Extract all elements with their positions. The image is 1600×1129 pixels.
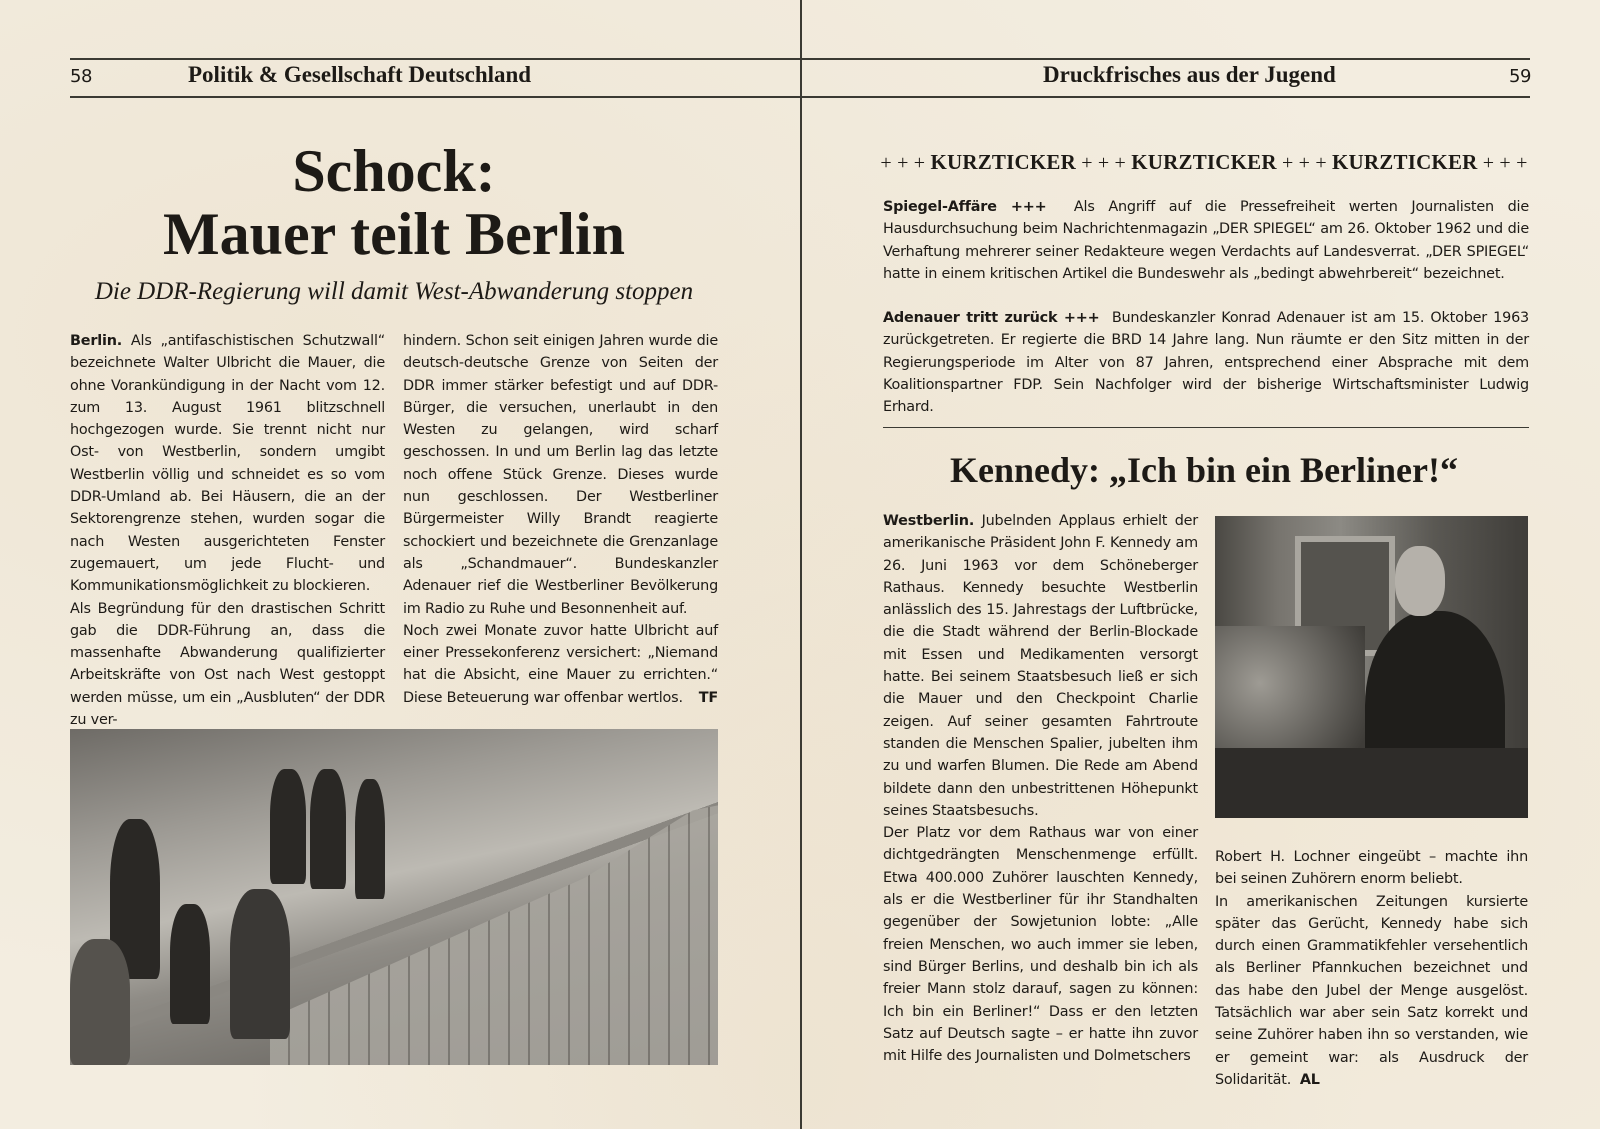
- article-paragraph: [403, 620, 718, 709]
- dateline: Berlin.: [70, 333, 123, 349]
- subheadline: Die DDR-Regierung will damit West-Abwanderung stoppen: [94, 278, 694, 305]
- article-paragraph: [1215, 891, 1528, 1092]
- article-column-2: [403, 330, 718, 709]
- photo-podium: [1215, 748, 1528, 818]
- article-paragraph: Robert H. Lochner eingeübt – machte ihn bei seinen Zuhörern enorm beliebt.: [1215, 849, 1528, 888]
- ticker-item-text: Als Angriff auf die Pressefreiheit werten Journalisten die Hausdurchsuchung beim Nachrichtenmagazin „DER SPIEGEL“ am 26. Oktober 1962 und die Verhaftung mehrerer seiner Redakteure wegen Verdachts auf Landesverrat. „DER SPIEGEL“ hatte in einem kritischen Artikel die Bundeswehr als „bedingt abwehrbereit“ bezeichnet.: [883, 199, 1529, 282]
- article-paragraph: hindern. Schon seit einigen Jahren wurde die deutsch-deutsche Grenze von Seiten der DDR immer stärker befestigt und auf DDR-Bürger, die versuchen, unerlaubt in den Westen zu gelangen, wird scharf geschossen. In und um Berlin lag das letzte noch offene Stück Grenze. Dieses wurde nun geschlossen. Der Westberliner Bürgermeister Willy Brandt reagierte schockiert und bezeichnete die Grenzanlage als „Schandmauer“. Bundeskanzler Adenauer rief die Westberliner Bevölkerung im Radio zu Ruhe und Besonnenheit auf.: [403, 333, 718, 617]
- article-paragraph: Der Platz vor dem Rathaus war von einer dichtgedrängten Menschenmenge erfüllt. Etwa 400.000 Zuhörer lauschten Kennedy, als er die Westberliner für ihr Standhalten gegenüber der Sowjetunion lobte: „Alle freien Menschen, wo auch immer sie leben, sind Bürger Berlins, und deshalb bin ich als freier Mann stolz darauf, sagen zu können: Ich bin ein Berliner!“ Dass er den letzten Satz auf Deutsch sagte – er hatte ihn zuvor mit Hilfe des Journalisten und Dolmetschers: [883, 825, 1198, 1065]
- author-initials: AL: [1299, 1071, 1320, 1088]
- dateline: Westberlin.: [883, 513, 975, 529]
- photo-figure: [270, 769, 306, 884]
- ticker-separator: + + +: [1482, 152, 1528, 174]
- headline-line-1: Schock:: [292, 138, 496, 204]
- author-initials: TF: [698, 689, 718, 706]
- article-paragraph: [883, 510, 1198, 822]
- page-spine-divider: [800, 0, 802, 1129]
- article-column-2: [1215, 846, 1528, 1091]
- page-number-left: 58: [70, 66, 92, 87]
- paragraph-text: Noch zwei Monate zuvor hatte Ulbricht auf einer Pressekonferenz versichert: „Niemand hat die Absicht, eine Mauer zu errichten.“ Diese Beteuerung war offenbar wertlos.: [403, 622, 718, 706]
- article-column-1: [70, 330, 385, 731]
- photo-figure: [310, 769, 346, 889]
- article-column-1: [883, 510, 1198, 1067]
- header-bottom-rule: [70, 96, 1530, 98]
- paragraph-text: In amerikanischen Zeitungen kursierte später das Gerücht, Kennedy habe sich durch einen Grammatikfehler versehentlich als Berliner Pfannkuchen bezeichnet und das habe den Jubel der Menge ausgelöst. Tatsächlich war aber sein Satz korrekt und seine Zuhörer haben ihn so verstanden, wie er gemeint war: als Ausdruck der Solidarität.: [1215, 893, 1528, 1088]
- photo-berlin-wall-construction: [70, 729, 718, 1065]
- ticker-title: KURZTICKER: [930, 150, 1076, 174]
- ticker-title: KURZTICKER: [1332, 150, 1478, 174]
- kurzticker-banner: [880, 150, 1528, 175]
- ticker-item-title: Adenauer tritt zurück +++: [883, 310, 1100, 327]
- ticker-title: KURZTICKER: [1131, 150, 1277, 174]
- photo-figure: [70, 939, 130, 1065]
- ticker-list: [883, 196, 1529, 441]
- page-number-right: 59: [1509, 66, 1531, 87]
- ticker-item-spiegel: [883, 196, 1529, 285]
- ticker-item-text: Bundeskanzler Konrad Adenauer ist am 15. Oktober 1963 zurückgetreten. Er regierte die BRD 14 Jahre lang. Nun räumte er den Sitz mitten in der Regierungsperiode im Alter von 87 Jahren, entsprechend einer Absprache mit dem Koalitionspartner FDP. Sein Nachfolger wird der bisherige Wirtschaftsminister Ludwig Erhard.: [883, 310, 1529, 416]
- photo-figure: [230, 889, 290, 1039]
- ticker-item-title: Spiegel-Affäre +++: [883, 199, 1047, 215]
- article-paragraph: [70, 330, 385, 598]
- photo-figure: [170, 904, 210, 1024]
- headline-berlin-wall: [70, 140, 718, 266]
- running-head-right: Druckfrisches aus der Jugend: [1043, 62, 1336, 87]
- ticker-item-adenauer: [883, 307, 1529, 418]
- photo-speaker-head: [1395, 546, 1445, 616]
- running-head-left: Politik & Gesellschaft Deutschland: [188, 62, 532, 87]
- paragraph-text: Als „antifaschistischen Schutzwall“ bezeichnete Walter Ulbricht die Mauer, die ohne Vorankündigung in der Nacht vom 12. zum 13. August 1961 blitzschnell hochgezogen wurde. Sie trennt nicht nur Ost- von Westberlin, sondern umgibt Westberlin völlig und schneidet es so vom DDR-Umland ab. Bei Häusern, die an der Sektorengrenze stehen, wurden sogar die nach Westen ausgerichteten Fenster zugemauert, um jede Flucht- und Kommunikationsmöglichkeit zu blockieren.: [70, 333, 385, 595]
- headline-line-2: Mauer teilt Berlin: [162, 201, 626, 267]
- photo-figure: [355, 779, 385, 899]
- paragraph-text: Jubelnden Applaus erhielt der amerikanische Präsident John F. Kennedy am 26. Juni 1963 vor dem Schöneberger Rathaus. Kennedy besuchte Westberlin anlässlich des 15. Jahrestags der Luftbrücke, die die Stadt während der Berlin-Blockade mit Essen und Medikamenten versorgt hatte. Bei seinem Staatsbesuch ließ er sich die Mauer und den Checkpoint Charlie zeigen. Auf seiner gesamten Fahrtroute standen die Menschen Spalier, jubelten ihm zu und warfen Blumen. Die Rede am Abend bildete dann den unbestrittenen Höhepunkt seines Staatsbesuchs.: [883, 513, 1198, 819]
- section-divider: [883, 427, 1529, 428]
- ticker-separator: + + +: [1081, 152, 1127, 174]
- header-top-rule: [70, 58, 1530, 60]
- article-paragraph: Als Begründung für den drastischen Schritt gab die DDR-Führung an, dass die massenhafte Abwanderung qualifizierter Arbeitskräfte von Ost nach West gestoppt werden müsse, um ein „Ausbluten“ der DDR zu ver-: [70, 600, 385, 729]
- headline-kennedy: Kennedy: „Ich bin ein Berliner!“: [949, 450, 1458, 490]
- photo-kennedy-speech: [1215, 516, 1528, 818]
- ticker-separator: + + +: [880, 152, 926, 174]
- ticker-separator: + + +: [1281, 152, 1327, 174]
